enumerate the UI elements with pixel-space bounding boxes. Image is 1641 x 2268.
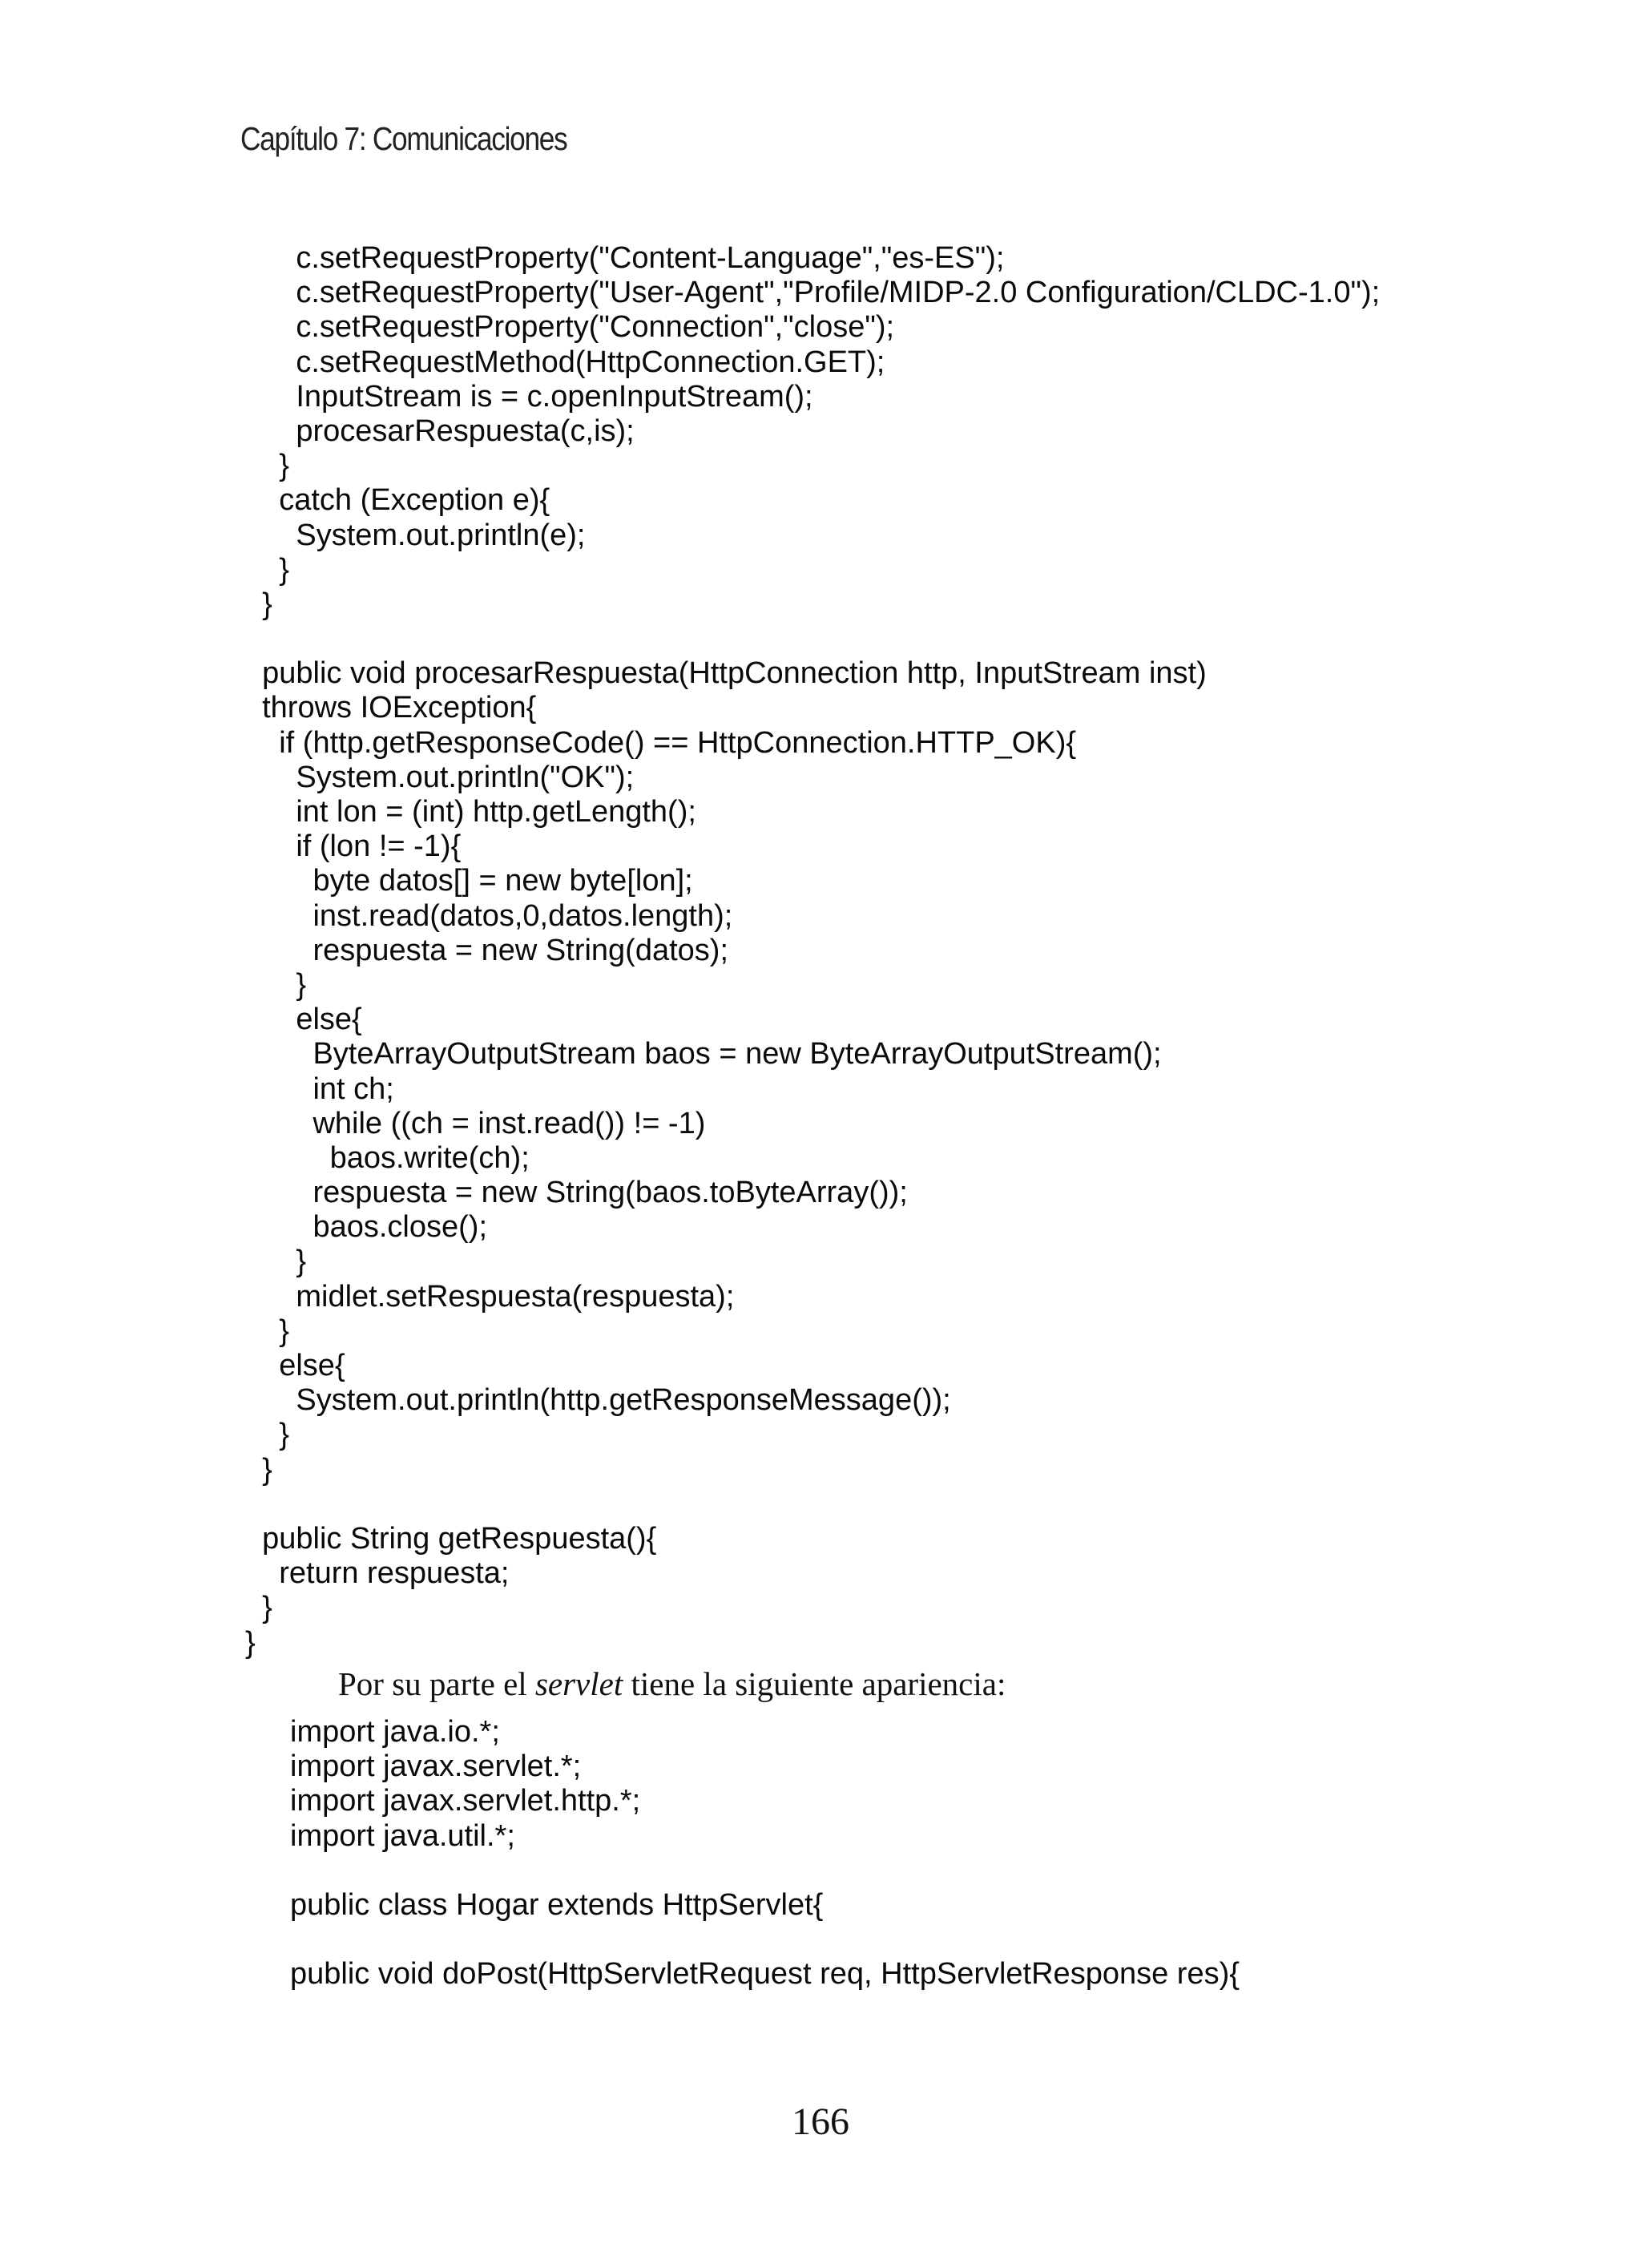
prose-text-after: tiene la siguiente apariencia: xyxy=(623,1665,1006,1702)
code-line: procesarRespuesta(c,is); xyxy=(245,414,635,448)
code-line: catch (Exception e){ xyxy=(245,483,550,518)
code-line: import javax.servlet.*; xyxy=(290,1749,582,1784)
code-line: } xyxy=(245,552,289,587)
code-line: public void procesarRespuesta(HttpConnection http, InputStream inst) xyxy=(245,656,1207,691)
code-line: } xyxy=(245,1452,272,1487)
code-line: System.out.println(http.getResponseMessage()); xyxy=(245,1383,951,1418)
prose-emphasis: servlet xyxy=(534,1665,623,1702)
code-line: } xyxy=(245,587,272,621)
code-line: midlet.setRespuesta(respuesta); xyxy=(245,1279,735,1314)
code-line: public void doPost(HttpServletRequest req, HttpServletResponse res){ xyxy=(290,1957,1240,1992)
page-number: 166 xyxy=(792,2101,849,2143)
code-line: else{ xyxy=(245,1003,362,1037)
code-line: } xyxy=(245,1418,289,1452)
code-line: int ch; xyxy=(245,1071,394,1106)
code-line: import java.util.*; xyxy=(290,1818,515,1853)
code-line: } xyxy=(245,1245,307,1279)
code-line: public class Hogar extends HttpServlet{ xyxy=(290,1887,824,1922)
chapter-header: Capítulo 7: Comunicaciones xyxy=(240,120,567,157)
code-line: baos.write(ch); xyxy=(245,1140,530,1175)
code-line: inst.read(datos,0,datos.length); xyxy=(245,898,733,933)
code-line: ByteArrayOutputStream baos = new ByteArrayOutputStream(); xyxy=(245,1037,1162,1071)
code-line: c.setRequestProperty("User-Agent","Profile/MIDP-2.0 Configuration/CLDC-1.0"); xyxy=(245,276,1381,310)
code-line: } xyxy=(245,449,289,483)
code-line: } xyxy=(245,1314,289,1348)
code-line: if (lon != -1){ xyxy=(245,829,462,864)
code-line: c.setRequestProperty("Content-Language","es-ES"); xyxy=(245,241,1005,275)
prose-text-before: Por su parte el xyxy=(338,1665,535,1702)
code-line: while ((ch = inst.read()) != -1) xyxy=(245,1106,706,1140)
code-line: public String getRespuesta(){ xyxy=(245,1521,657,1556)
code-line xyxy=(245,622,1380,656)
code-line: byte datos[] = new byte[lon]; xyxy=(245,864,693,898)
code-line: c.setRequestProperty("Connection","close"); xyxy=(245,310,895,345)
code-line: respuesta = new String(baos.toByteArray()); xyxy=(245,1176,908,1210)
code-line: import java.io.*; xyxy=(290,1715,500,1749)
code-line: } xyxy=(245,1591,272,1625)
code-line: System.out.println(e); xyxy=(245,518,586,552)
code-line: if (http.getResponseCode() == HttpConnection.HTTP_OK){ xyxy=(245,725,1077,760)
code-line xyxy=(290,1854,1240,1888)
code-line: int lon = (int) http.getLength(); xyxy=(245,795,696,829)
code-listing-midlet xyxy=(245,241,1380,1661)
code-listing-servlet xyxy=(290,1715,1240,1992)
code-line: else{ xyxy=(245,1349,345,1382)
code-line: respuesta = new String(datos); xyxy=(245,933,729,967)
code-line: InputStream is = c.openInputStream(); xyxy=(245,379,813,414)
intro-paragraph xyxy=(338,1665,1006,1703)
code-line: import javax.servlet.http.*; xyxy=(290,1784,641,1818)
code-line xyxy=(290,1923,1240,1957)
code-line: } xyxy=(245,967,307,1002)
code-line: } xyxy=(245,1625,256,1660)
code-line: baos.close(); xyxy=(245,1210,487,1245)
code-line xyxy=(245,1487,1380,1522)
code-line: c.setRequestMethod(HttpConnection.GET); xyxy=(245,345,885,379)
code-line: throws IOException{ xyxy=(245,691,537,725)
code-line: return respuesta; xyxy=(245,1556,510,1591)
code-line: System.out.println("OK"); xyxy=(245,760,635,794)
